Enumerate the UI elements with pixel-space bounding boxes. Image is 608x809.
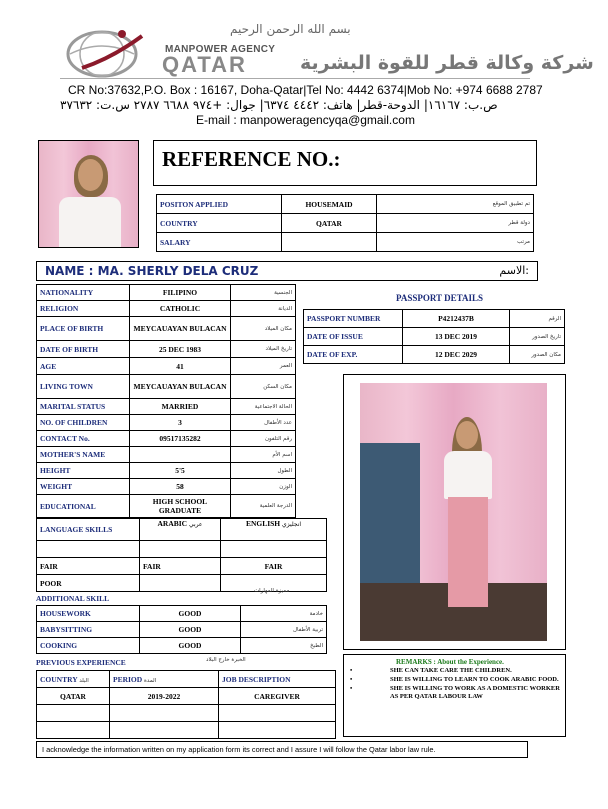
detail-value: MARRIED xyxy=(130,399,231,415)
skill-label: HOUSEWORK xyxy=(37,606,140,622)
agency-logo xyxy=(62,28,150,80)
expiry-date-ar: مكان الصدور xyxy=(510,346,565,364)
table-row xyxy=(37,688,336,705)
detail-value: CATHOLIC xyxy=(130,301,231,317)
detail-label-ar: الدرجة العلمية xyxy=(231,495,296,518)
contact-line-arabic: ص.ب: ١٦١٦٧| الدوحة-قطر| هاتف: ٤٤٤٢ ٦٣٧٤| جوال: +٩٧٤ ٦٦٨٨ ٢٧٨٧ س.ت: ٣٧٦٣٢ xyxy=(60,98,498,112)
detail-value: 09517135282 xyxy=(130,431,231,447)
arabic-level xyxy=(140,575,221,592)
acknowledgement-text: I acknowledge the information written on my application form its correct and I assure I will follow the Qatar labor law rule. xyxy=(42,745,436,754)
experience-title: PREVIOUS EXPERIENCE xyxy=(36,658,126,667)
passport-number-ar: الرقم xyxy=(510,310,565,328)
skills-table xyxy=(36,605,327,654)
language-header-label: LANGUAGE SKILLS xyxy=(37,519,140,541)
detail-label: CONTACT No. xyxy=(37,431,130,447)
table-row xyxy=(304,346,565,364)
passport-table xyxy=(303,309,565,364)
position-value: HOUSEMAID xyxy=(282,195,377,214)
table-row xyxy=(37,447,296,463)
language-level: FAIR xyxy=(37,558,140,575)
country-col-label-ar: البلد xyxy=(79,677,89,684)
arabic-col-label: ARABIC xyxy=(157,519,188,528)
detail-label: AGE xyxy=(37,358,130,375)
table-row xyxy=(37,285,296,301)
remarks-item: • SHE CAN TAKE CARE THE CHILDREN. • SHE IS WILLING TO LEARN TO COOK ARABIC FOOD. • SHE IS WILLING TO WORK AS A DOMESTIC WORKER AS PER QATAR LABOUR LAW xyxy=(350,667,562,701)
agency-name: QATAR xyxy=(162,52,247,77)
salary-label: SALARY xyxy=(157,233,282,252)
skill-label-ar: خادمة xyxy=(241,606,327,622)
table-row xyxy=(37,317,296,341)
detail-label-ar: عدد الأطفال xyxy=(231,415,296,431)
experience-job: CAREGIVER xyxy=(219,688,336,705)
skills-title: ADDITIONAL SKILL xyxy=(36,594,110,603)
country-label-ar: دولة قطر xyxy=(377,214,534,233)
acknowledgement-box xyxy=(36,741,528,758)
detail-label: WEIGHT xyxy=(37,479,130,495)
period-col-label-ar: المدة xyxy=(144,677,157,684)
table-row xyxy=(37,358,296,375)
table-row xyxy=(304,310,565,328)
issue-date-ar: تاريخ الصدور xyxy=(510,328,565,346)
detail-value: MEYCAUAYAN BULACAN xyxy=(130,375,231,399)
table-row xyxy=(37,415,296,431)
expiry-date-label: DATE OF EXP. xyxy=(304,346,403,364)
table-row xyxy=(37,622,327,638)
language-level: POOR xyxy=(37,575,140,592)
detail-value: 58 xyxy=(130,479,231,495)
skills-title-ar: مميزة المهارات xyxy=(254,588,290,594)
name-label-ar: الاسم: xyxy=(499,264,529,277)
issue-date-value: 13 DEC 2019 xyxy=(403,328,510,346)
table-row xyxy=(37,606,327,622)
bismillah: بسم الله الرحمن الرحيم xyxy=(230,22,351,36)
name-label: NAME : MA. SHERLY DELA CRUZ xyxy=(45,264,259,278)
table-row xyxy=(157,195,534,214)
detail-label-ar: الحالة الاجتماعية xyxy=(231,399,296,415)
detail-label-ar: الجنسية xyxy=(231,285,296,301)
email-line: E-mail : manpoweragencyqa@gmail.com xyxy=(196,113,415,127)
experience-period: 2019-2022 xyxy=(110,688,219,705)
job-col-label: JOB DESCRIPTION xyxy=(219,671,336,688)
agency-name-arabic: شركة وكالة قطر للقوة البشرية xyxy=(300,52,594,74)
remarks-title: REMARKS : About the Experience. xyxy=(396,658,504,666)
table-row xyxy=(37,495,296,518)
language-table xyxy=(36,518,327,592)
experience-title-ar: الخبرة خارج البلاد xyxy=(206,657,246,663)
detail-label: DATE OF BIRTH xyxy=(37,341,130,358)
detail-label-ar: الطول xyxy=(231,463,296,479)
arabic-level: FAIR xyxy=(140,558,221,575)
detail-label: EDUCATIONAL xyxy=(37,495,130,518)
table-row xyxy=(37,463,296,479)
small-photo xyxy=(38,140,139,248)
detail-label-ar: مكان الميلاد xyxy=(231,317,296,341)
table-row xyxy=(304,328,565,346)
header-divider xyxy=(60,78,530,79)
country-value: QATAR xyxy=(282,214,377,233)
detail-label: MOTHER'S NAME xyxy=(37,447,130,463)
passport-number-value: P4212437B xyxy=(403,310,510,328)
arabic-col-label-ar: عربي xyxy=(188,521,203,528)
salary-value xyxy=(282,233,377,252)
issue-date-label: DATE OF ISSUE xyxy=(304,328,403,346)
skill-value: GOOD xyxy=(140,622,241,638)
detail-label-ar: مكان السكن xyxy=(231,375,296,399)
experience-country: QATAR xyxy=(37,688,110,705)
expiry-date-value: 12 DEC 2029 xyxy=(403,346,510,364)
detail-label-ar: رقم التلفون xyxy=(231,431,296,447)
table-row xyxy=(37,705,336,722)
detail-value: 5'5 xyxy=(130,463,231,479)
table-row xyxy=(37,722,336,739)
reference-title: REFERENCE NO.: xyxy=(162,147,341,171)
personal-details-table xyxy=(36,284,296,518)
table-row xyxy=(37,638,327,654)
position-label: POSITON APPLIED xyxy=(157,195,282,214)
detail-label-ar: العمر xyxy=(231,358,296,375)
skill-value: GOOD xyxy=(140,606,241,622)
detail-label-ar: تاريخ الميلاد xyxy=(231,341,296,358)
salary-label-ar: مرتب xyxy=(377,233,534,252)
detail-label: RELIGION xyxy=(37,301,130,317)
detail-value: 41 xyxy=(130,358,231,375)
detail-label: HEIGHT xyxy=(37,463,130,479)
reference-box xyxy=(153,140,537,186)
table-row xyxy=(157,233,534,252)
detail-label-ar: اسم الأم xyxy=(231,447,296,463)
passport-title: PASSPORT DETAILS xyxy=(396,293,483,303)
detail-label: NATIONALITY xyxy=(37,285,130,301)
detail-label: NO. OF CHILDREN xyxy=(37,415,130,431)
table-row xyxy=(37,301,296,317)
detail-label-ar: الديانة xyxy=(231,301,296,317)
detail-value: MEYCAUAYAN BULACAN xyxy=(130,317,231,341)
english-col-label-ar: انجليزي xyxy=(282,521,302,528)
full-body-photo-frame xyxy=(343,374,566,650)
table-row xyxy=(157,214,534,233)
table-row xyxy=(37,671,336,688)
detail-value xyxy=(130,447,231,463)
detail-label: MARITAL STATUS xyxy=(37,399,130,415)
remark-text: SHE IS WILLING TO WORK AS A DOMESTIC WORKER AS PER QATAR LABOUR LAW xyxy=(390,685,560,700)
detail-label-ar: الوزن xyxy=(231,479,296,495)
table-row xyxy=(37,375,296,399)
table-row xyxy=(37,519,327,541)
full-body-photo xyxy=(360,383,547,641)
english-col-label: ENGLISH xyxy=(245,519,281,528)
detail-label: PLACE OF BIRTH xyxy=(37,317,130,341)
experience-table xyxy=(36,670,336,739)
detail-value: HIGH SCHOOL GRADUATE xyxy=(130,495,231,518)
passport-number-label: PASSPORT NUMBER xyxy=(304,310,403,328)
detail-value: FILIPINO xyxy=(130,285,231,301)
remark-text: SHE IS WILLING TO LEARN TO COOK ARABIC FOOD. xyxy=(390,676,559,683)
name-bar xyxy=(36,261,538,281)
table-row xyxy=(37,541,327,558)
table-row xyxy=(37,341,296,358)
detail-value: 25 DEC 1983 xyxy=(130,341,231,358)
table-row xyxy=(37,399,296,415)
skill-label: COOKING xyxy=(37,638,140,654)
position-label-ar: تم تطبيق الموقع xyxy=(377,195,534,214)
detail-label: LIVING TOWN xyxy=(37,375,130,399)
table-row xyxy=(37,431,296,447)
period-col-label: PERIOD xyxy=(113,674,143,684)
contact-line: CR No:37632,P.O. Box : 16167, Doha-Qatar|Tel No: 4442 6374|Mob No: +974 6688 2787 xyxy=(68,83,543,97)
remark-text: SHE CAN TAKE CARE THE CHILDREN. xyxy=(390,667,512,674)
table-row xyxy=(37,558,327,575)
position-table xyxy=(156,194,534,252)
skill-label-ar: الطبخ xyxy=(241,638,327,654)
country-col-label: COUNTRY xyxy=(40,674,78,684)
remarks-box xyxy=(343,654,566,737)
table-row xyxy=(37,479,296,495)
agency-label: MANPOWER AGENCY xyxy=(165,44,276,55)
skill-label: BABYSITTING xyxy=(37,622,140,638)
detail-value: 3 xyxy=(130,415,231,431)
english-level: FAIR xyxy=(221,558,327,575)
skill-value: GOOD xyxy=(140,638,241,654)
country-label: COUNTRY xyxy=(157,214,282,233)
skill-label-ar: تربية الأطفال xyxy=(241,622,327,638)
